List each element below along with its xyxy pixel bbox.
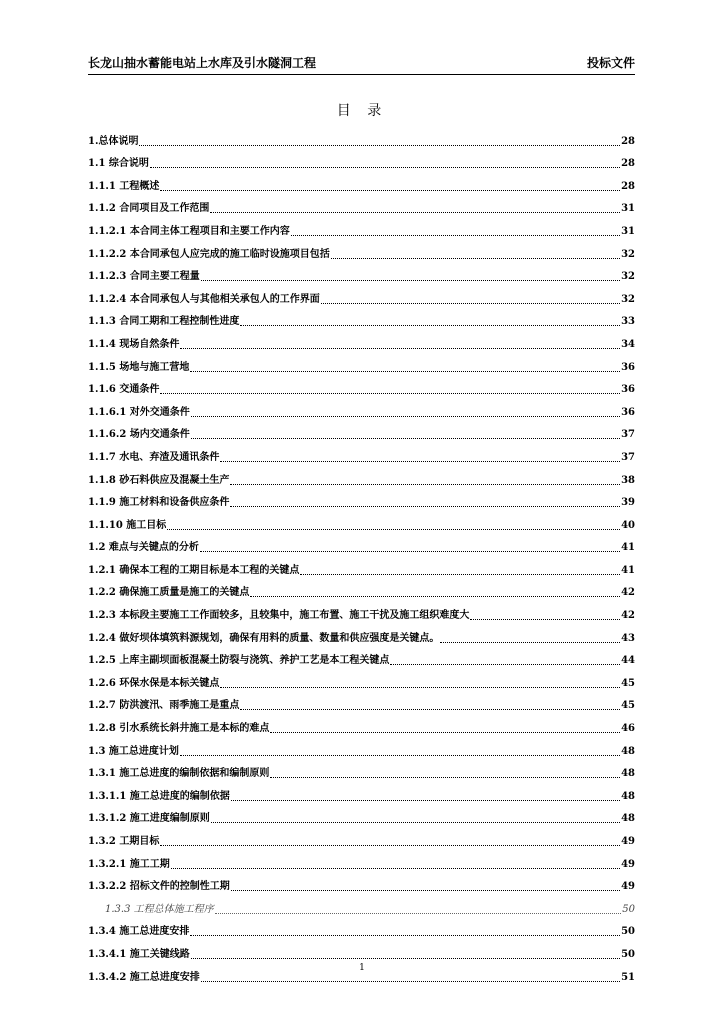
toc-entry-page: 49	[621, 881, 635, 893]
toc-leader-dots	[230, 484, 620, 485]
toc-entry-label: 1.1.2.4 本合同承包人与其他相关承包人的工作界面	[88, 293, 320, 305]
toc-entry-label: 1.1.3 合同工期和工程控制性进度	[88, 316, 240, 328]
toc-leader-dots	[211, 822, 620, 823]
toc-leader-dots	[291, 235, 620, 236]
toc-entry-label: 1.2.5 上库主副坝面板混凝土防裂与浇筑、养护工艺是本工程关键点	[88, 655, 390, 667]
toc-entry-label: 1.1.8 砂石料供应及混凝土生产	[88, 474, 230, 486]
toc-entry[interactable]	[88, 712, 635, 735]
toc-entry[interactable]	[88, 848, 635, 871]
toc-leader-dots	[270, 777, 620, 778]
toc-entry-page: 48	[621, 790, 635, 802]
toc-leader-dots	[180, 348, 620, 349]
toc-entry-label: 1.3.4.1 施工关键线路	[88, 948, 190, 960]
toc-entry[interactable]	[88, 193, 635, 216]
toc-entry-label: 1.1.5 场地与施工营地	[88, 361, 190, 373]
toc-entry[interactable]	[88, 261, 635, 284]
toc-entry[interactable]	[88, 396, 635, 419]
toc-entry-label: 1.3.4.2 施工总进度安排	[88, 971, 200, 983]
toc-entry-page: 41	[621, 542, 635, 554]
toc-leader-dots	[270, 732, 620, 733]
toc-entry[interactable]	[88, 351, 635, 374]
toc-entry[interactable]	[88, 148, 635, 171]
toc-entry[interactable]	[88, 328, 635, 351]
toc-leader-dots	[210, 212, 620, 213]
toc-entry[interactable]	[88, 871, 635, 894]
toc-entry[interactable]	[88, 780, 635, 803]
toc-leader-dots	[230, 506, 620, 507]
toc-leader-dots	[215, 913, 622, 914]
toc-entry-label: 1.3.2.2 招标文件的控制性工期	[88, 881, 230, 893]
toc-leader-dots	[191, 416, 620, 417]
toc-entry[interactable]	[88, 487, 635, 510]
toc-entry[interactable]	[88, 554, 635, 577]
toc-leader-dots	[180, 755, 620, 756]
toc-entry-page: 42	[621, 610, 635, 622]
toc-entry[interactable]	[88, 464, 635, 487]
toc-leader-dots	[190, 935, 620, 936]
page-header	[88, 51, 635, 71]
toc-entry-label: 1.总体说明	[88, 135, 139, 147]
toc-entry[interactable]	[88, 735, 635, 758]
toc-title: 目 录	[336, 103, 388, 119]
toc-leader-dots	[160, 190, 620, 191]
toc-leader-dots	[201, 280, 620, 281]
toc-leader-dots	[240, 325, 620, 326]
toc-entry-label: 1.3.1 施工总进度的编制依据和编制原则	[88, 768, 270, 780]
toc-entry-page: 33	[621, 316, 635, 328]
toc-leader-dots	[321, 303, 620, 304]
toc-entry[interactable]	[88, 215, 635, 238]
toc-entry-page: 40	[621, 519, 635, 531]
toc-entry-label: 1.3.2.1 施工工期	[88, 858, 170, 870]
toc-entry-page: 49	[621, 858, 635, 870]
toc-entry-label: 1.2.1 确保本工程的工期目标是本工程的关键点	[88, 564, 300, 576]
toc-entry[interactable]	[88, 803, 635, 826]
toc-leader-dots	[240, 709, 620, 710]
toc-entry[interactable]	[88, 441, 635, 464]
toc-entry[interactable]	[88, 916, 635, 939]
toc-entry-label: 1.2.6 环保水保是本标关键点	[88, 677, 220, 689]
toc-entry[interactable]	[88, 938, 635, 961]
toc-leader-dots	[201, 981, 620, 982]
toc-entry[interactable]	[88, 667, 635, 690]
toc-entry-page: 36	[621, 361, 635, 373]
toc-entry-page: 37	[621, 429, 635, 441]
toc-entry-page: 36	[621, 406, 635, 418]
page-number: 1	[359, 963, 365, 973]
toc-entry-label: 1.1.2.2 本合同承包人应完成的施工临时设施项目包括	[88, 248, 330, 260]
toc-leader-dots	[191, 438, 620, 439]
toc-entry-page: 48	[621, 745, 635, 757]
toc-entry-page: 50	[621, 948, 635, 960]
toc-entry-label: 1.3.1.2 施工进度编制原则	[88, 813, 210, 825]
toc-entry-page: 32	[621, 271, 635, 283]
toc-entry-page: 42	[621, 587, 635, 599]
toc-leader-dots	[331, 258, 620, 259]
toc-leader-dots	[231, 890, 620, 891]
toc-entry-label: 1.1.2.1 本合同主体工程项目和主要工作内容	[88, 225, 290, 237]
toc-entry-page: 28	[621, 180, 635, 192]
toc-leader-dots	[139, 145, 620, 146]
toc-leader-dots	[190, 371, 620, 372]
toc-entry-page: 46	[621, 723, 635, 735]
toc-entry-label: 1.1.2 合同项目及工作范围	[88, 203, 210, 215]
toc-leader-dots	[160, 393, 620, 394]
toc-leader-dots	[160, 845, 620, 846]
toc-entry-label: 1.1 综合说明	[88, 158, 149, 170]
toc-entry-page: 31	[621, 225, 635, 237]
toc-entry[interactable]	[88, 645, 635, 668]
toc-entry-page: 45	[621, 677, 635, 689]
toc-entry[interactable]	[88, 690, 635, 713]
toc-entry-page: 43	[621, 632, 635, 644]
toc-leader-dots	[250, 596, 620, 597]
toc-entry[interactable]	[88, 238, 635, 261]
toc-entry[interactable]	[88, 170, 635, 193]
toc-entry[interactable]	[88, 532, 635, 555]
project-title: 长龙山抽水蓄能电站上水库及引水隧洞工程	[88, 56, 317, 70]
toc-entry-page: 41	[621, 564, 635, 576]
toc-entry-label: 1.3.2 工期目标	[88, 836, 160, 847]
toc-entry-page: 37	[621, 451, 635, 463]
toc-entry-label: 1.3.1.1 施工总进度的编制依据	[88, 790, 230, 802]
toc-entry-page: 48	[621, 768, 635, 780]
toc-leader-dots	[231, 800, 620, 801]
toc-entry-label: 1.3.3 工程总体施工程序	[105, 903, 214, 915]
toc-entry[interactable]	[88, 419, 635, 442]
toc-entry-page: 50	[621, 926, 635, 938]
toc-leader-dots	[167, 529, 620, 530]
toc-entry-page: 44	[621, 655, 635, 667]
toc-entry-page: 39	[621, 497, 635, 509]
toc-entry-label: 1.1.10 施工目标	[88, 519, 167, 531]
toc-entry-page: 38	[621, 474, 635, 486]
toc-leader-dots	[171, 868, 620, 869]
toc-entry-label: 1.1.6 交通条件	[88, 384, 160, 396]
toc-entry[interactable]	[88, 758, 635, 781]
toc-entry[interactable]	[88, 509, 635, 532]
header-rule	[88, 74, 635, 75]
doc-type: 投标文件	[586, 56, 635, 70]
table-of-contents	[88, 125, 635, 984]
toc-entry-page: 48	[621, 813, 635, 825]
toc-entry-label: 1.1.7 水电、弃渣及通讯条件	[88, 451, 220, 463]
toc-entry-page: 28	[621, 158, 635, 170]
toc-entry-label: 1.2.2 确保施工质量是施工的关键点	[88, 587, 250, 599]
toc-entry-page: 36	[621, 384, 635, 396]
toc-entry[interactable]	[88, 622, 635, 645]
toc-leader-dots	[440, 642, 620, 643]
toc-entry-page: 50	[622, 903, 635, 915]
toc-entry-label: 1.2 难点与关键点的分析	[88, 542, 199, 554]
toc-entry[interactable]	[88, 125, 635, 148]
toc-entry[interactable]	[88, 374, 635, 397]
toc-leader-dots	[150, 167, 620, 168]
toc-entry-label: 1.1.9 施工材料和设备供应条件	[88, 497, 230, 509]
toc-entry-page: 34	[621, 338, 635, 350]
toc-leader-dots	[470, 619, 620, 620]
toc-entry-label: 1.1.4 现场自然条件	[88, 338, 180, 350]
toc-entry-label: 1.2.4 做好坝体填筑料源规划，确保有用料的质量、数量和供应强度是关键点。	[88, 632, 440, 644]
toc-entry-page: 51	[621, 971, 635, 983]
toc-entry[interactable]	[88, 283, 635, 306]
toc-entry-label: 1.3 施工总进度计划	[88, 745, 179, 757]
toc-entry-label: 1.2.7 防洪渡汛、雨季施工是重点	[88, 700, 240, 712]
toc-entry-label: 1.2.8 引水系统长斜井施工是本标的难点	[88, 723, 270, 735]
toc-entry-page: 45	[621, 700, 635, 712]
toc-entry-label: 1.3.4 施工总进度安排	[88, 926, 190, 938]
toc-entry[interactable]	[88, 599, 635, 622]
toc-entry-page: 28	[621, 135, 635, 147]
toc-entry-label: 1.1.6.2 场内交通条件	[88, 429, 190, 441]
toc-entry[interactable]	[88, 825, 635, 848]
toc-entry-label: 1.1.2.3 合同主要工程量	[88, 271, 200, 283]
toc-leader-dots	[200, 551, 620, 552]
toc-entry-page: 32	[621, 248, 635, 260]
toc-leader-dots	[300, 574, 620, 575]
toc-entry-label: 1.2.3 本标段主要施工工作面较多，且较集中，施工布置、施工干扰及施工组织难度大	[88, 610, 470, 622]
toc-leader-dots	[220, 461, 620, 462]
toc-leader-dots	[191, 958, 620, 959]
toc-entry[interactable]	[88, 893, 635, 916]
toc-entry-page: 49	[621, 836, 635, 847]
toc-leader-dots	[220, 687, 620, 688]
toc-entry[interactable]	[88, 306, 635, 329]
toc-entry-label: 1.1.6.1 对外交通条件	[88, 406, 190, 418]
toc-entry[interactable]	[88, 577, 635, 600]
toc-leader-dots	[390, 664, 620, 665]
toc-entry-page: 31	[621, 203, 635, 215]
toc-entry-label: 1.1.1 工程概述	[88, 180, 160, 192]
toc-entry-page: 32	[621, 293, 635, 305]
